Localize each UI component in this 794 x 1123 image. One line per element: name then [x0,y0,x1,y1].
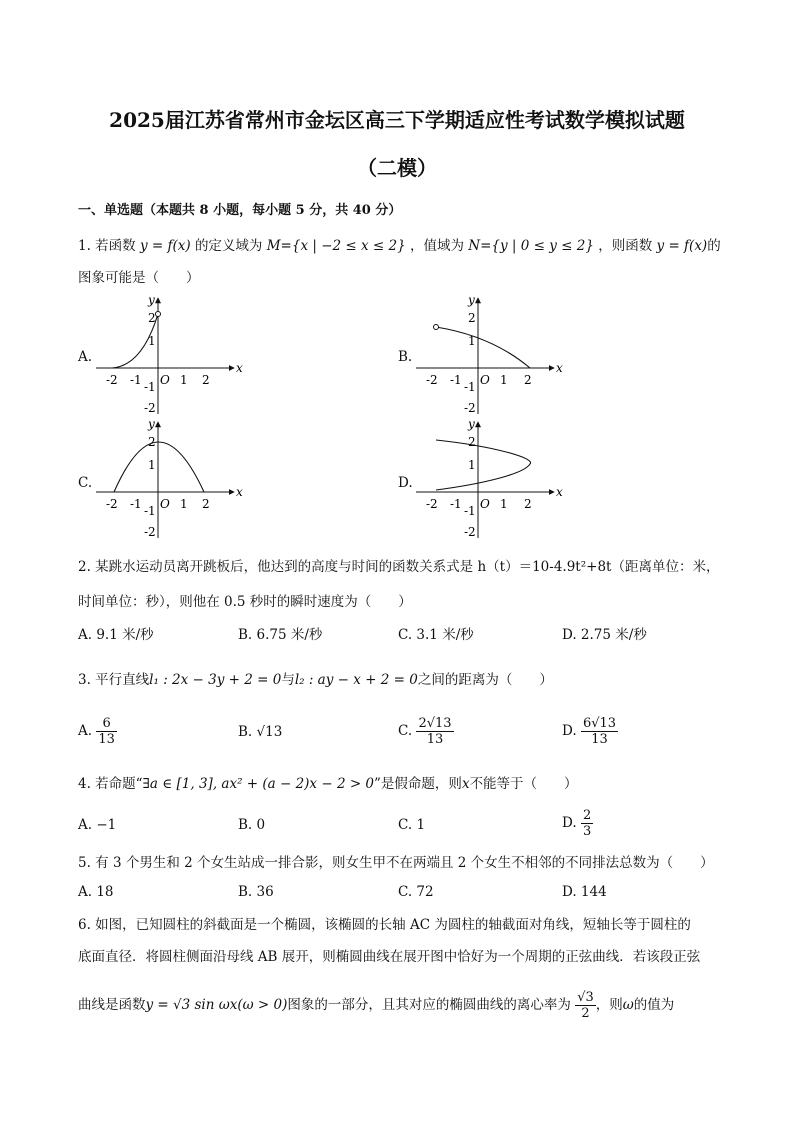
option-A-label: A. [78,349,93,365]
q2-option-A: A. 9.1 米/秒 [78,627,154,643]
q2-option-B: B. 6.75 米/秒 [238,627,323,643]
y-tick: 2 [148,311,156,325]
question-6-line2: 底面直径．将圆柱侧面沿母线 AB 展开，则椭圆曲线在展开图中恰好为一个周期的正弦曲线．若该段正弦 [78,949,701,965]
y-tick: 1 [468,334,476,348]
origin-label: O [480,497,490,511]
x-axis-label: x [236,361,243,375]
section-header: 一、单选题（本题共 8 小题，每小题 5 分，共 40 分） [78,203,402,218]
y-tick: -2 [464,401,476,415]
q5-option-D: D. 144 [562,884,607,900]
question-2-line1: 2. 某跳水运动员离开跳板后，他达到的高度与时间的函数关系式是 h（t）＝10-4.9t²+8t（距离单位：米， [78,559,720,575]
fraction: $\frac{√3}{2}$ [577,990,594,1021]
origin-label: O [160,497,170,511]
paper-title: 2025届江苏省常州市金坛区高三下学期适应性考试数学模拟试题 [109,108,685,132]
y-tick: -1 [144,504,156,518]
y-tick: -1 [144,380,156,394]
x-tick: 1 [500,373,508,387]
question-6-line3: 曲线是函数y = √3 sin ωx(ω > 0)图象的一部分，且其对应的椭圆曲线的离心率为 $\frac{√3}{2}$ ，则ω的值为 [78,990,675,1021]
option-D-label: D. [398,475,413,491]
x-tick: 2 [524,373,532,387]
q5-option-C: C. 72 [398,884,434,900]
option-C-label: C. [78,475,93,491]
q4-option-A: A. −1 [78,817,117,833]
x-tick: 1 [500,497,508,511]
paper-subtitle: （二模） [357,156,437,180]
question-1-line1: 1. 若函数 y = f(x) 的定义域为 M={x | −2 ≤ x ≤ 2} ，值域为 N={y | 0 ≤ y ≤ 2} ，则函数 y = f(x)的 [78,238,721,254]
y-axis-label: y [468,293,475,307]
x-tick: -1 [450,373,462,387]
graph-option-D [412,418,562,542]
question-6-line1: 6. 如图，已知圆柱的斜截面是一个椭圆，该椭圆的长轴 AC 为圆柱的轴截面对角线，短轴长等于圆柱的 [78,917,691,933]
q5-option-A: A. 18 [78,884,114,900]
q3-option-D: D. $\frac{6√13}{13}$ [562,716,617,747]
question-2-line2: 时间单位：秒），则他在 0.5 秒时的瞬时速度为（ ） [78,594,412,610]
x-tick: 2 [202,497,210,511]
q3-option-C: C. $\frac{2√13}{13}$ [398,716,452,747]
origin-label: O [160,373,170,387]
option-B-label: B. [398,349,413,365]
y-axis-label: y [148,293,155,307]
x-tick: -2 [106,373,118,387]
y-tick: 1 [148,334,156,348]
q3-option-A: A. $\frac{6}{13}$ [78,716,115,747]
x-axis-label: x [556,485,563,499]
q2-option-D: D. 2.75 米/秒 [562,627,647,643]
y-tick: 2 [148,435,156,449]
y-axis-label: y [148,417,155,431]
x-tick: -1 [450,497,462,511]
x-tick: -2 [106,497,118,511]
x-tick: -1 [130,373,142,387]
x-axis-label: x [236,485,243,499]
x-tick: -1 [130,497,142,511]
x-tick: -2 [426,373,438,387]
graph-option-B [412,294,562,418]
fraction: $\frac{6√13}{13}$ [582,716,617,747]
y-tick: -1 [464,504,476,518]
x-tick: 1 [180,497,188,511]
y-tick: 1 [468,458,476,472]
q4-option-B: B. 0 [238,817,266,833]
x-tick: 2 [202,373,210,387]
graph-option-C [92,418,242,542]
x-tick: -2 [426,497,438,511]
question-1-line2: 图象可能是（ ） [78,270,200,286]
x-tick: 2 [524,497,532,511]
q4-option-D: D. $\frac{2}{3}$ [562,808,592,839]
question-4-line1: 4. 若命题“∃a ∈ [1, 3], ax² + (a − 2)x − 2 > 0”是假命题，则x不能等于（ ） [78,776,578,792]
y-tick: 2 [468,311,476,325]
y-tick: 1 [148,458,156,472]
y-axis-label: y [468,417,475,431]
y-tick: -2 [144,401,156,415]
question-3-line1: 3. 平行直线l₁ : 2x − 3y + 2 = 0与l₂ : ay − x + 2 = 0之间的距离为（ ） [78,672,553,688]
origin-label: O [480,373,490,387]
y-tick: -1 [464,380,476,394]
y-tick: -2 [464,525,476,539]
q4-option-C: C. 1 [398,817,426,833]
y-tick: 2 [468,435,476,449]
q3-option-B: B. √13 [238,724,283,740]
fraction: $\frac{6}{13}$ [98,716,115,747]
fraction: $\frac{2}{3}$ [582,808,592,839]
x-axis-label: x [556,361,563,375]
q5-option-B: B. 36 [238,884,274,900]
graph-option-A [92,294,242,418]
q2-option-C: C. 3.1 米/秒 [398,627,474,643]
fraction: $\frac{2√13}{13}$ [418,716,452,747]
x-tick: 1 [180,373,188,387]
question-5-line1: 5. 有 3 个男生和 2 个女生站成一排合影，则女生甲不在两端且 2 个女生不相邻的不同排法总数为（ ） [78,855,714,871]
y-tick: -2 [144,525,156,539]
